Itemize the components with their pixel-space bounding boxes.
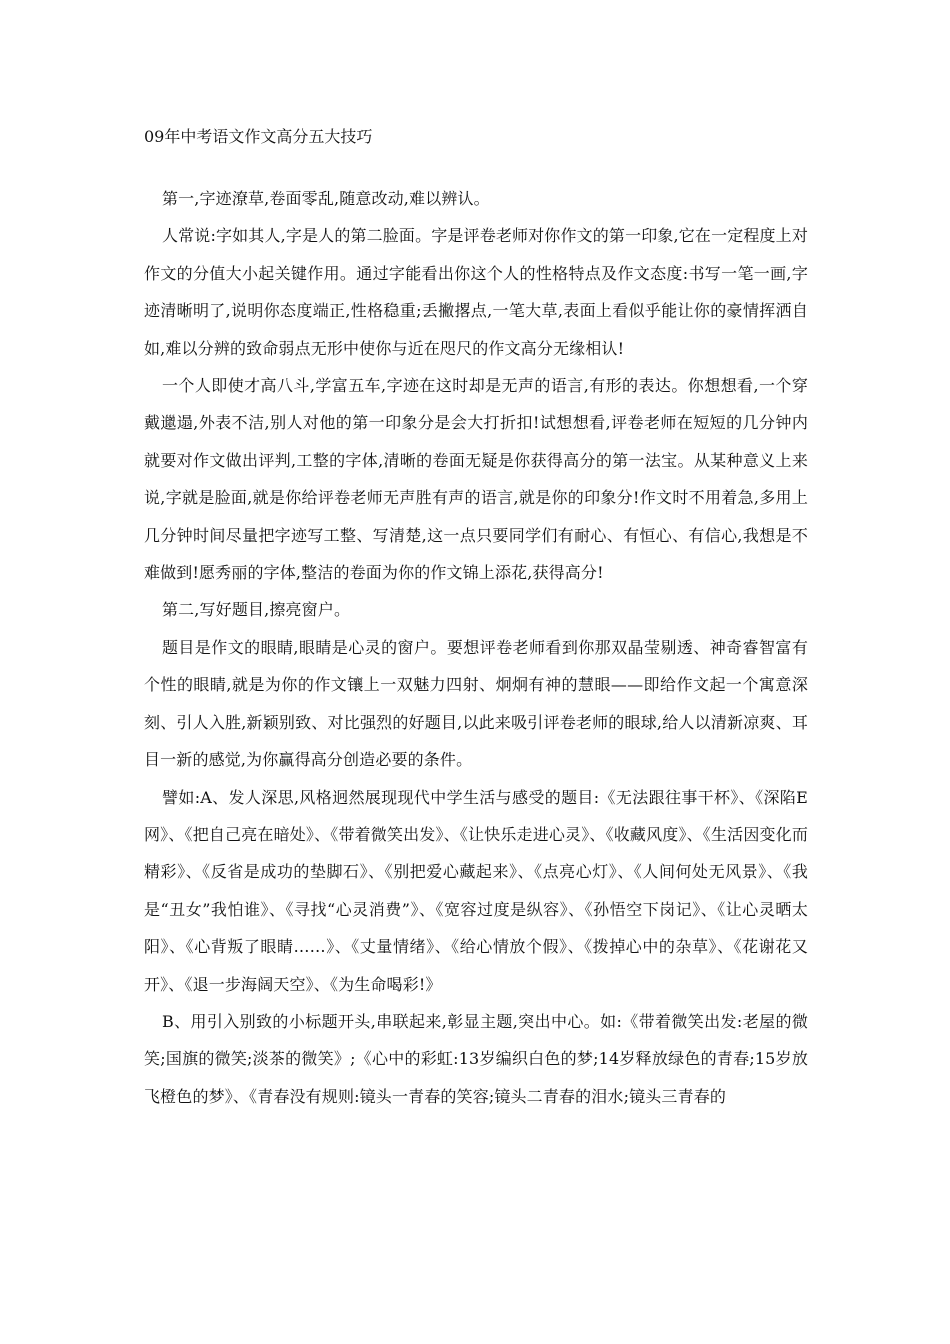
paragraph: 一个人即使才高八斗,学富五车,字迹在这时却是无声的语言,有形的表达。你想想看,一个穿戴邋遢,外表不洁,别人对他的第一印象分是会大打折扣!试想想看,评卷老师在短短的几分钟内就要对作文做出评判,工整的字体,清晰的卷面无疑是你获得高分的第一法宝。从某种意义上来说,字就是脸面,就是你给评卷老师无声胜有声的语言,就是你的印象分!作文时不用着急,多用上几分钟时间尽量把字迹写工整、写清楚,这一点只要同学们有耐心、有恒心、有信心,我想是不难做到!愿秀丽的字体,整洁的卷面为你的作文锦上添花,获得高分! [144,376,808,583]
section-heading-1: 第一,字迹潦草,卷面零乱,随意改动,难以辨认。 [162,189,490,208]
paragraph: 人常说:字如其人,字是人的第二脸面。字是评卷老师对你作文的第一印象,它在一定程度上对作文的分值大小起关键作用。通过字能看出你这个人的性格特点及作文态度:书写一笔一画,字迹清晰明了,说明你态度端正,性格稳重;丢撇撂点,一笔大草,表面上看似乎能让你的豪情挥洒自如,难以分辨的致命弱点无形中使你与近在咫尺的作文高分无缘相认! [144,226,808,358]
paragraph: 譬如:A、发人深思,风格迥然展现现代中学生活与感受的题目:《无法跟往事干杯》、《深陷E网》、《把自己亮在暗处》、《带着微笑出发》、《让快乐走进心灵》、《收藏风度》、《生活因变化而精彩》、《反省是成功的垫脚石》、《别把爱心藏起来》、《点亮心灯》、《人间何处无风景》、《我是“丑女”我怕谁》、《寻找“心灵消费”》、《宽容过度是纵容》、《孙悟空下岗记》、《让心灵晒太阳》、《心背叛了眼睛……》、《丈量情绪》、《给心情放个假》、《拨掉心中的杂草》、《花谢花又开》、《退一步海阔天空》、《为生命喝彩!》 [144,787,808,994]
paragraph: B、用引入别致的小标题开头,串联起来,彰显主题,突出中心。如:《带着微笑出发:老屋的微笑;国旗的微笑;淡茶的微笑》;《心中的彩虹:13岁编织白色的梦;14岁释放绿色的青春;15岁放飞橙色的梦》、《青春没有规则:镜头一青春的笑容;镜头二青春的泪水;镜头三青春的 [144,1011,808,1106]
section-heading-2: 第二,写好题目,擦亮窗户。 [162,600,351,620]
document-body [144,180,808,1115]
paragraph: 题目是作文的眼睛,眼睛是心灵的窗户。要想评卷老师看到你那双晶莹剔透、神奇睿智富有个性的眼睛,就是为你的作文镶上一双魅力四射、炯炯有神的慧眼——即给作文起一个寓意深刻、引人入胜,新颖别致、对比强烈的好题目,以此来吸引评卷老师的眼球,给人以清新凉爽、耳目一新的感觉,为你赢得高分创造必要的条件。 [144,637,808,770]
document-title: 09年中考语文作文高分五大技巧 [144,127,373,146]
